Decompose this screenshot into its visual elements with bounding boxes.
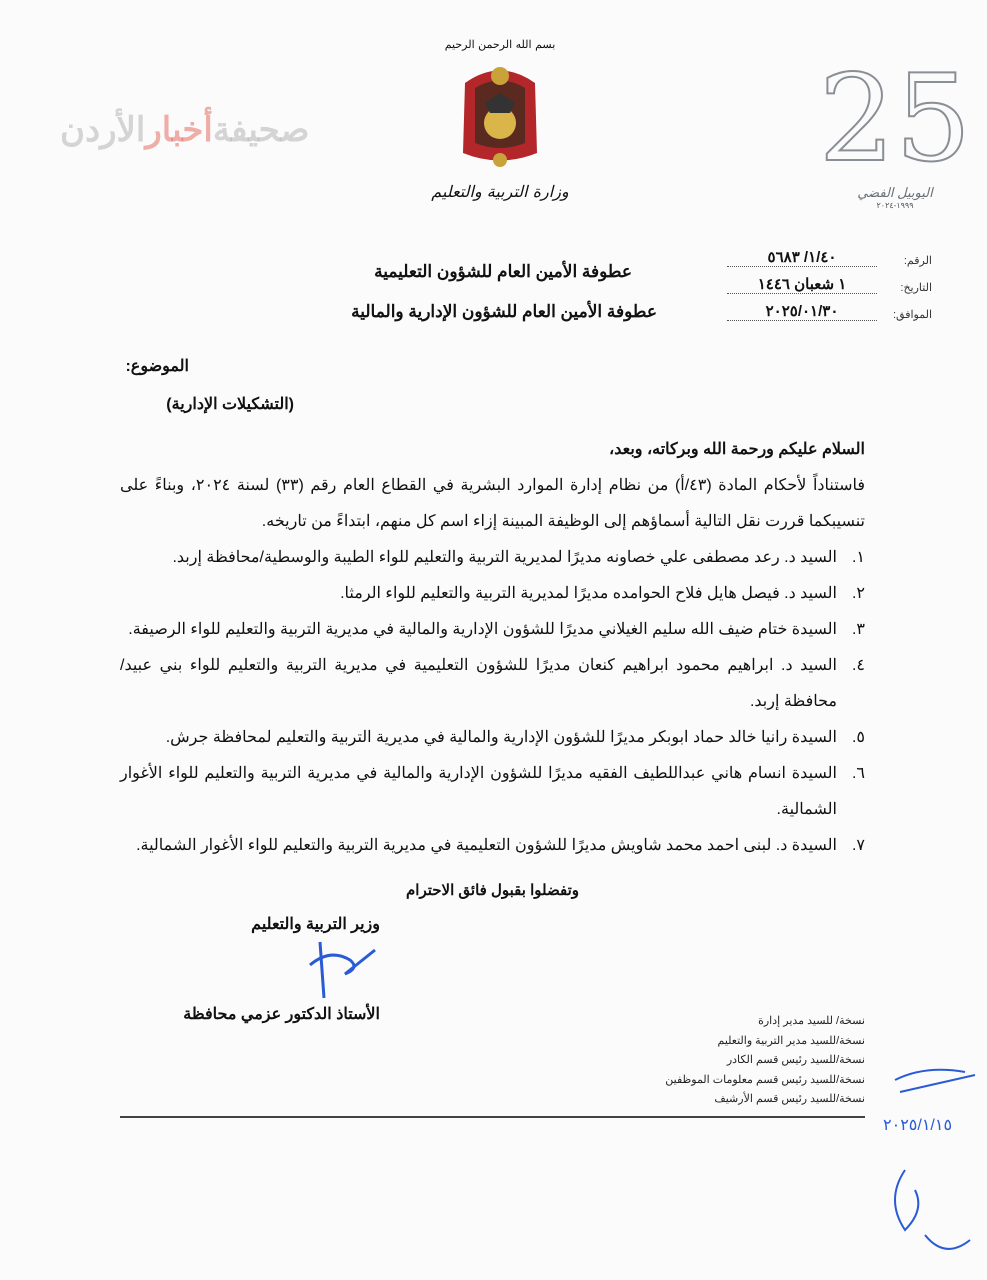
subject-label: الموضوع: — [125, 358, 189, 375]
copy-recipient: نسخة/للسيد رئيس قسم الكادر — [726, 1054, 865, 1066]
svg-text:25: 25 — [818, 50, 972, 189]
transfer-list — [120, 540, 865, 864]
signature-and-copies — [120, 912, 865, 1110]
closing: وتفضلوا بقبول فائق الاحترام — [405, 882, 579, 899]
signature-icon — [290, 940, 380, 1000]
list-item — [120, 576, 865, 612]
svg-text:٢٠٢٥/١/١٥: ٢٠٢٥/١/١٥ — [883, 1117, 953, 1134]
item-number: ٦. — [851, 765, 865, 782]
watermark-part: الأردن — [60, 111, 146, 149]
item-text: السيد د. ابراهيم محمود ابراهيم كنعان مديرًا للشؤون التعليمية في مديرية التربية والتعليم للواء بني عبيد/محافظة إربد. — [120, 657, 837, 710]
list-item — [120, 648, 865, 720]
addressee-1: عطوفة الأمين العام للشؤون التعليمية — [374, 262, 632, 281]
list-item — [120, 756, 865, 828]
handwriting-icon — [875, 1060, 985, 1270]
list-item — [120, 828, 865, 864]
copy-recipient: نسخة/للسيد مدير التربية والتعليم — [717, 1034, 865, 1047]
item-text: السيدة رانيا خالد حماد ابوبكر مديرًا للشؤون الإدارية والمالية في مديرية التربية والتعليم لمحافظة جرش. — [165, 729, 837, 746]
copy-recipient: نسخة/ للسيد مدير إدارة — [758, 1015, 865, 1027]
jubilee-years: ١٩٩٩-٢٠٢٤ — [876, 201, 914, 210]
footer-divider — [120, 1116, 865, 1118]
reference-number: ١/٤٠/ ٥٦٨٣ — [727, 248, 877, 267]
gregorian-label: الموافق: — [893, 309, 932, 321]
watermark-part: صحيفة — [212, 111, 310, 149]
letter-body — [120, 432, 865, 864]
coat-of-arms-icon — [455, 58, 545, 173]
hijri-date: ١ شعبان ١٤٤٦ — [727, 275, 877, 294]
signer-name: الأستاذ الدكتور عزمي محافظة — [183, 1006, 380, 1023]
item-text: السيدة انسام هاني عبداللطيف الفقيه مديرًا للشؤون الإدارية والمالية في مديرية التربية والتعليم للواء الأغوار الشمالية. — [120, 765, 837, 818]
letter-meta — [672, 240, 932, 321]
date-label: التاريخ: — [900, 282, 932, 294]
signer-title: وزير التربية والتعليم — [251, 916, 380, 933]
item-number: ١. — [851, 549, 865, 566]
handwritten-annotation — [875, 1060, 985, 1270]
gregorian-date: ٢٠٢٥/٠١/٣٠ — [727, 302, 877, 321]
ministry-name: وزارة التربية والتعليم — [431, 182, 569, 201]
watermark — [60, 110, 309, 150]
jubilee-25-icon — [818, 30, 972, 189]
item-text: السيد د. فيصل هايل فلاح الحوامده مديرًا لمديرية التربية والتعليم للواء الرمثا. — [340, 585, 837, 602]
silver-jubilee-logo — [818, 30, 972, 210]
item-text: السيد د. رعد مصطفى علي خصاونه مديرًا لمديرية التربية والتعليم للواء الطيبة والوسطية/محافظة إربد. — [172, 549, 837, 566]
addressee-2: عطوفة الأمين العام للشؤون الإدارية والمالية — [351, 302, 657, 321]
subject-value: (التشكيلات الإدارية) — [166, 396, 294, 413]
item-number: ٤. — [851, 657, 865, 674]
item-number: ٧. — [851, 837, 865, 854]
basmala: بسم الله الرحمن الرحيم — [444, 38, 556, 51]
item-text: السيدة ختام ضيف الله سليم الغيلاني مديرًا للشؤون الإدارية والمالية في مديرية التربية والتعليم للواء الرصيفة. — [128, 621, 837, 638]
item-number: ٥. — [851, 729, 865, 746]
list-item — [120, 720, 865, 756]
number-label: الرقم: — [903, 255, 932, 267]
letter-content — [120, 432, 865, 1118]
signature-block — [120, 912, 380, 1028]
list-item — [120, 540, 865, 576]
item-number: ٣. — [851, 621, 865, 638]
list-item — [120, 612, 865, 648]
copy-recipient: نسخة/للسيد رئيس قسم الأرشيف — [714, 1093, 865, 1105]
copies-list — [665, 1012, 865, 1110]
watermark-part: أخبار — [145, 111, 213, 149]
item-number: ٢. — [851, 585, 865, 602]
jubilee-label: اليوبيل الفضي — [857, 185, 933, 200]
intro-paragraph: فاستناداً لأحكام المادة (٤٣/أ) من نظام إدارة الموارد البشرية في القطاع العام رقم (٣٣) لسنة ٢٠٢٤، وبناءً على تنسيبكما قررت نقل التالية أسماؤهم إلى الوظيفة المبينة إزاء اسم كل منهم، ابتداءً من تاريخه. — [120, 477, 866, 530]
greeting: السلام عليكم ورحمة الله وبركاته، وبعد، — [609, 441, 865, 458]
item-text: السيدة د. لبنى احمد محمد شاويش مديرًا للشؤون التعليمية في مديرية التربية والتعليم للواء الأغوار الشمالية. — [136, 837, 837, 854]
copy-recipient: نسخة/للسيد رئيس قسم معلومات الموظفين — [665, 1073, 865, 1086]
